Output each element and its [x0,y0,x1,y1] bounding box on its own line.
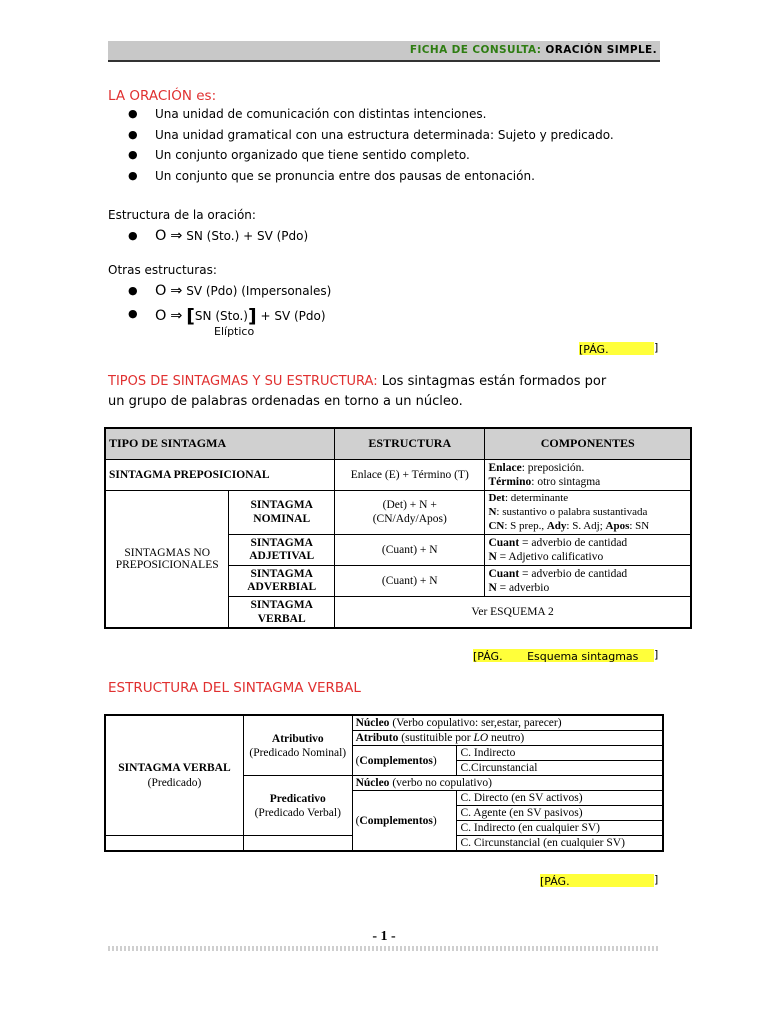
table-row: C. Agente (en SV pasivos) [105,806,663,821]
header-title [410,44,657,56]
estructura-list [128,226,308,247]
table-header: COMPONENTES [485,428,691,459]
table-row: Atributo (sustituible por LO neutro) [105,731,663,746]
list-item: ● Un conjunto que se pronuncia entre dos pausas de entonación. [128,168,535,183]
table-row: C. Circunstancial (en cualquier SV) [105,836,663,852]
header-main-title: ORACIÓN SIMPLE [545,44,653,56]
sv-table [104,714,664,852]
table-header: ESTRUCTURA [335,428,485,459]
sv-title: ESTRUCTURA DEL SINTAGMA VERBAL [108,680,361,696]
implies-arrow-icon: ⇒ [170,307,183,324]
table-row: SINTAGMA PREPOSICIONAL Enlace (E) + Término (T) Enlace: preposición. Término: otro sintagma [105,459,691,490]
sintagmas-table [104,427,692,629]
table-row: SINTAGMA ADVERBIAL (Cuant) + N Cuant = adverbio de cantidad N = adverbio [105,565,691,596]
page-reference: [PÁG. ] [579,341,659,356]
footer-divider [108,946,660,951]
otras-list [128,281,332,327]
tipos-text-line2: un grupo de palabras ordenadas en torno a un núcleo. [108,394,463,409]
table-row: (Complementos) C. Indirecto [105,746,663,761]
list-item: ● Una unidad de comunicación con distintas intenciones. [128,107,487,121]
table-row: SINTAGMA ADJETIVAL (Cuant) + N Cuant = adverbio de cantidad N = Adjetivo calificativo [105,534,691,565]
tipos-title: TIPOS DE SINTAGMAS Y SU ESTRUCTURA: [108,374,378,389]
list-item: ● O ⇒ SV (Pdo) (Impersonales) [128,283,332,299]
page-header [108,41,660,62]
page-number: - 1 - [372,929,396,944]
table-header: TIPO DE SINTAGMA [105,428,335,459]
list-item: ● Una unidad gramatical con una estructura determinada: Sujeto y predicado. [128,127,614,142]
page-reference: [PÁG. Esquema sintagmas ] [473,648,659,663]
tipos-intro [108,372,668,412]
otras-label: Otras estructuras: [108,263,217,277]
list-item: ● Un conjunto organizado que tiene sentido completo. [128,148,470,162]
table-row: SINTAGMA VERBAL (Predicado) Atributivo (Predicado Nominal) Núcleo (Verbo copulativo: ser,estar, parecer) [105,715,663,731]
eliptico-note: Elíptico [214,325,255,338]
estructura-label: Estructura de la oración: [108,208,256,222]
header-prefix: FICHA DE CONSULTA: [409,44,542,56]
list-item: ● O ⇒ SN (Sto.) + SV (Pdo) [128,228,309,244]
header-dot: . [652,44,657,56]
page-reference: [PÁG. ] [540,873,659,888]
table-row: (Complementos) C. Directo (en SV activos) [105,791,663,806]
oracion-title: LA ORACIÓN es: [108,88,217,104]
tipos-text-line1: Los sintagmas están formados por [381,374,607,389]
table-row: C.Circunstancial [105,761,663,776]
table-row: Predicativo (Predicado Verbal) Núcleo (verbo no copulativo) [105,776,663,791]
implies-arrow-icon: ⇒ [170,228,183,244]
implies-arrow-icon: ⇒ [170,283,183,299]
oracion-bullet-list [128,104,614,186]
table-row: SINTAGMA VERBAL Ver ESQUEMA 2 [105,596,691,628]
table-row: C. Indirecto (en cualquier SV) [105,821,663,836]
list-item: ● O ⇒ [SN (Sto.)] + SV (Pdo) [128,304,326,327]
table-row: SINTAGMAS NO PREPOSICIONALES SINTAGMA NOMINAL (Det) + N + (CN/Ady/Apos) Det: determinante N: sustantivo o palabra sustantivada CN: S prep., Ady: S. Adj; Apos: SN [105,490,691,534]
